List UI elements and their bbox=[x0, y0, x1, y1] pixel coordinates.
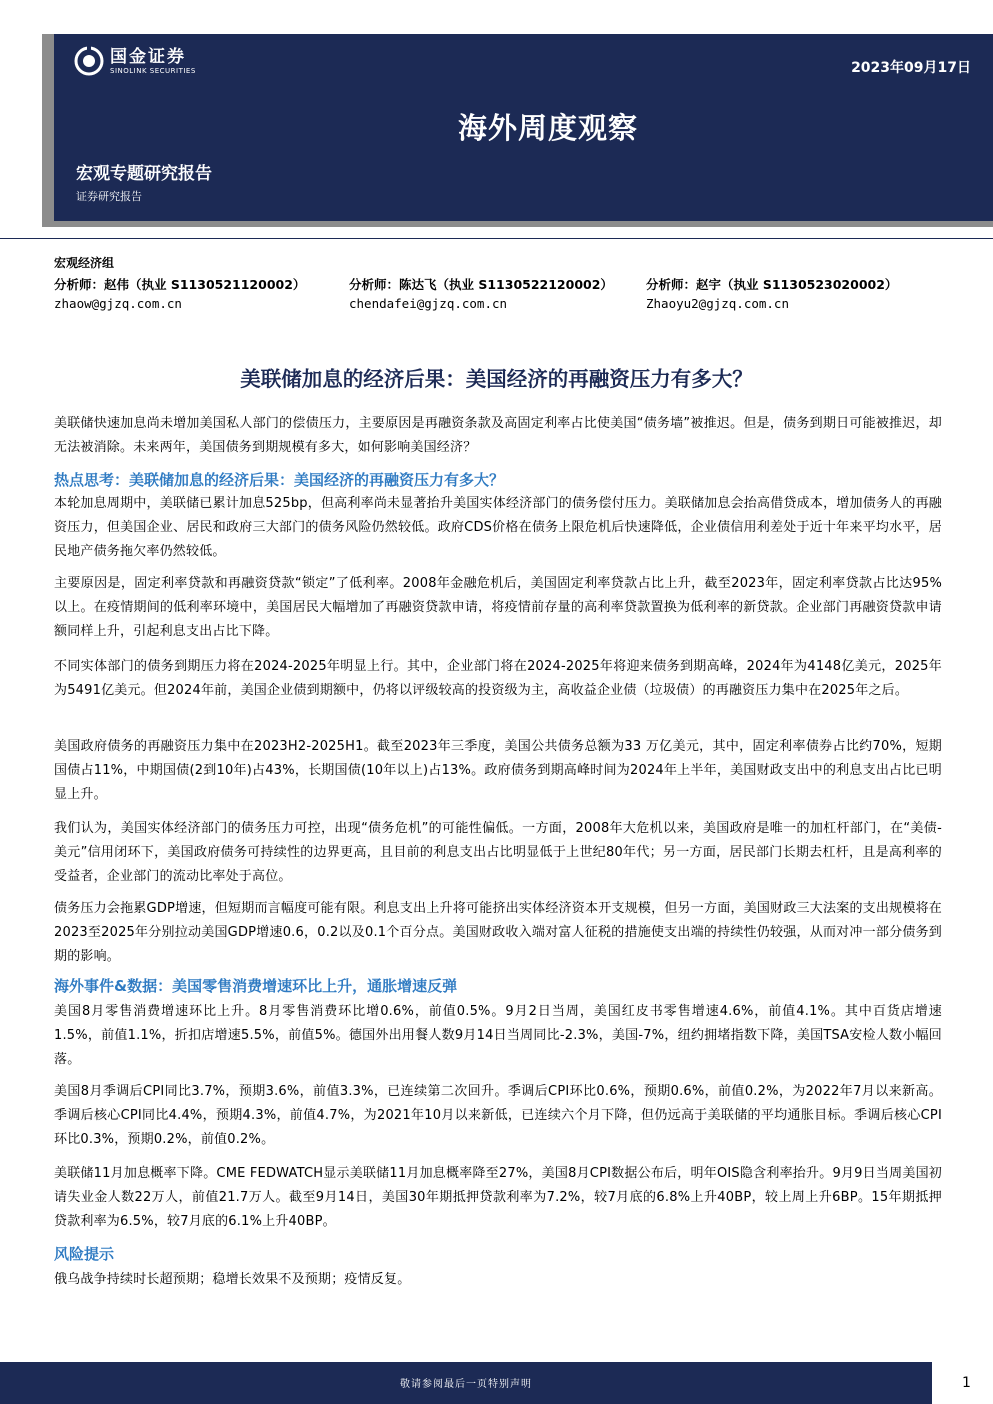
report-date: 2023年09月17日 bbox=[851, 60, 971, 76]
paragraph-6: 债务压力会拖累GDP增速，但短期而言幅度可能有限。利息支出上升将可能挤出实体经济资本开支规模，但另一方面，美国财政三大法案的支出规模将在2023至2025年分别拉动美国GDP增速0.6，0.2以及0.1个百分点。美国财政收入端对富人征税的措施使支出端的持续性仍较强，从而对冲一部分债务到期的影响。 bbox=[54, 901, 942, 965]
analyst-2: 分析师：陈达飞（执业 S1130522120002） bbox=[349, 277, 613, 292]
paragraph-2: 主要原因是，固定利率贷款和再融资贷款“锁定”了低利率。2008年金融危机后，美国固定利率贷款占比上升，截至2023年，固定利率贷款占比达95%以上。在疫情期间的低利率环境中，美国居民大幅增加了再融资贷款申请，将疫情前存量的高利率贷款置换为低利率的新贷款。企业部门再融资贷款申请额同样上升，引起利息支出占比下降。 bbox=[54, 576, 942, 640]
analyst-1-email[interactable]: zhaow@gjzq.com.cn bbox=[54, 296, 182, 311]
analyst-1: 分析师：赵伟（执业 S1130521120002） bbox=[54, 277, 306, 292]
paragraph-1: 本轮加息周期中，美联储已累计加息525bp，但高利率尚未显著抬升美国实体经济部门的债务偿付压力。美联储加息会抬高借贷成本，增加债务人的再融资压力，但美国企业、居民和政府三大部门的债务风险仍然较低。政府CDS价格在债务上限危机后快速降低，企业债信用利差处于近十年来平均水平，居民地产债务拖欠率仍然较低。 bbox=[54, 496, 942, 560]
research-group: 宏观经济组 bbox=[54, 256, 115, 270]
section-hot-topic-heading: 热点思考：美联储加息的经济后果：美国经济的再融资压力有多大？ bbox=[54, 471, 505, 489]
report-subtype: 证券研究报告 bbox=[76, 190, 142, 203]
section-overseas-events-heading: 海外事件&数据：美国零售消费增速环比上升，通胀增速反弹 bbox=[54, 977, 458, 995]
company-logo bbox=[74, 44, 196, 78]
paragraph-7: 美国8月零售消费增速环比上升。8月零售消费环比增0.6%，前值0.5%。9月2日当周，美国红皮书零售增速4.6%，前值4.1%。其中百货店增速1.5%，前值1.1%，折扣店增速5.5%，前值5%。德国外出用餐人数9月14日当周同比-2.3%，美国-7%，纽约拥堵指数下降，美国TSA安检人数小幅回落。 bbox=[54, 1004, 942, 1068]
paragraph-3: 不同实体部门的债务到期压力将在2024-2025年明显上行。其中，企业部门将在2024-2025年将迎来债务到期高峰，2024年为4148亿美元，2025年为5491亿美元。但2024年前，美国企业债到期额中，仍将以评级较高的投资级为主，高收益企业债（垃圾债）的再融资压力集中在2025年之后。 bbox=[54, 659, 942, 699]
paragraph-9: 美联储11月加息概率下降。CME FEDWATCH显示美联储11月加息概率降至27%，美国8月CPI数据公布后，明年OIS隐含利率抬升。9月9日当周美国初请失业金人数22万人，前值21.7万人。截至9月14日，美国30年期抵押贷款利率为7.2%，较7月底的6.8%上升40BP，较上周上升6BP。15年期抵押贷款利率为6.5%，较7月底的6.1%上升40BP。 bbox=[54, 1166, 942, 1230]
analyst-3-email[interactable]: Zhaoyu2@gjzq.com.cn bbox=[646, 296, 789, 311]
paragraph-risk: 俄乌战争持续时长超预期；稳增长效果不及预期；疫情反复。 bbox=[54, 1272, 411, 1287]
analyst-3: 分析师：赵宇（执业 S1130523020002） bbox=[646, 277, 898, 292]
paragraph-5: 我们认为，美国实体经济部门的债务压力可控，出现“债务危机”的可能性偏低。一方面，2008年大危机以来，美国政府是唯一的加杠杆部门，在“美债-美元”信用闭环下，美国政府债务可持续性的边界更高，且目前的利息支出占比明显低于上世纪80年代；另一方面，居民部门长期去杠杆，且是高利率的受益者，企业部门的流动比率处于高位。 bbox=[54, 821, 942, 885]
logo-name: 国金证券 bbox=[110, 46, 186, 67]
paragraph-4: 美国政府债务的再融资压力集中在2023H2-2025H1。截至2023年三季度，美国公共债务总额为33 万亿美元，其中，固定利率债券占比约70%，短期国债占11%，中期国债(2到10年)占43%，长期国债(10年以上)占13%。政府债务到期高峰时间为2024年上半年，美国财政支出中的利息支出占比已明显上升。 bbox=[54, 739, 942, 803]
sinolink-logo-icon bbox=[74, 46, 104, 76]
paragraph-8: 美国8月季调后CPI同比3.7%，预期3.6%，前值3.3%，已连续第二次回升。季调后CPI环比0.6%，预期0.6%，前值0.2%，为2022年7月以来新高。季调后核心CPI同比4.4%，预期4.3%，前值4.7%，为2021年10月以来新低，已连续六个月下降，但仍远高于美联储的平均通胀目标。季调后核心CPI环比0.3%，预期0.2%，前值0.2%。 bbox=[54, 1084, 942, 1148]
main-title: 美联储加息的经济后果：美国经济的再融资压力有多大？ bbox=[240, 367, 753, 391]
page-number: 1 bbox=[962, 1375, 971, 1391]
report-title: 海外周度观察 bbox=[458, 111, 639, 145]
analyst-2-email[interactable]: chendafei@gjzq.com.cn bbox=[349, 296, 508, 311]
section-risk-heading: 风险提示 bbox=[54, 1245, 115, 1263]
header-divider bbox=[0, 238, 993, 239]
logo-english-name: SINOLINK SECURITIES bbox=[110, 66, 196, 75]
intro-paragraph: 美联储快速加息尚未增加美国私人部门的偿债压力，主要原因是再融资条款及高固定利率占比使美国“债务墙”被推迟。但是，债务到期日可能被推迟，却无法被消除。未来两年，美国债务到期规模有多大，如何影响美国经济？ bbox=[54, 416, 942, 456]
report-type: 宏观专题研究报告 bbox=[76, 164, 212, 184]
footer-disclaimer-notice: 敬请参阅最后一页特别声明 bbox=[400, 1379, 532, 1390]
